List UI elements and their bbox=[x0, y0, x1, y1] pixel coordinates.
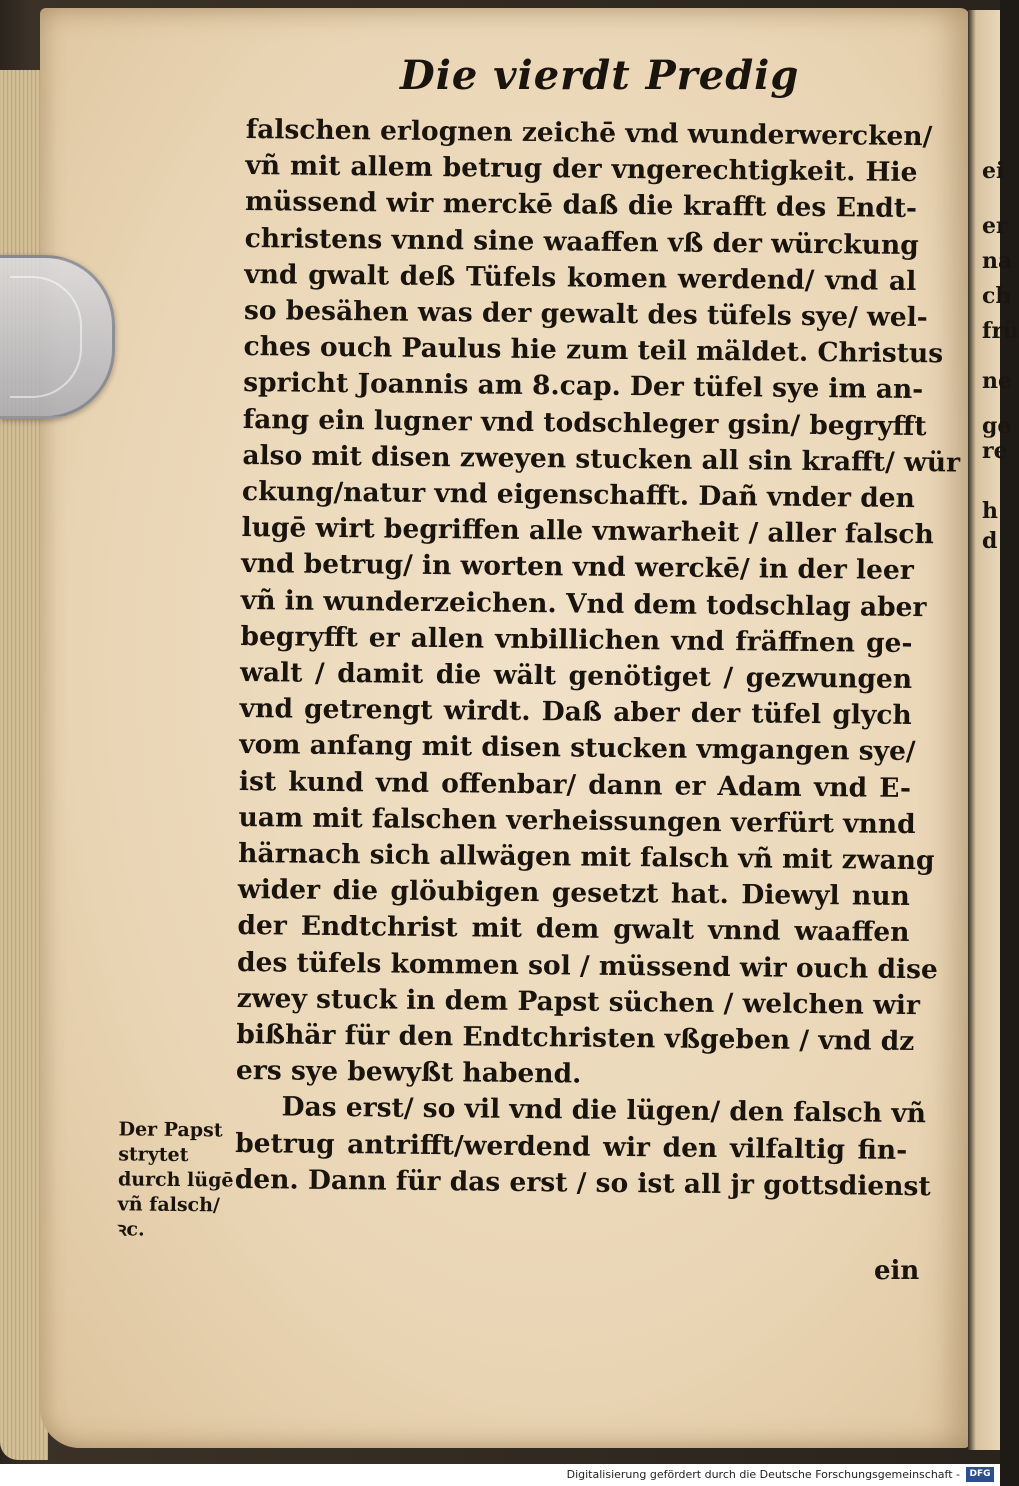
text-line: ches ouch Paulus hie zum teil mäldet. Christus bbox=[243, 331, 944, 370]
marginal-note-line: strytet bbox=[118, 1143, 189, 1167]
marginal-note-line: ꝛc. bbox=[117, 1218, 145, 1241]
text-line: fang ein lugner vnd todschleger gsin/ begryfft bbox=[242, 403, 927, 442]
text-line: wider die glöubigen gesetzt hat. Diewyl nun bbox=[237, 874, 910, 913]
catchword: ein bbox=[874, 1256, 920, 1286]
text-line: betrug antrifft/werdend wir den vilfaltig fin- bbox=[235, 1127, 908, 1166]
marginal-note-line: vñ falsch/ bbox=[117, 1193, 221, 1217]
text-line: härnach sich allwägen mit falsch vñ mit zwang bbox=[238, 838, 935, 877]
text-line: vnd gwalt deß Tüfels komen werdend/ vnd al bbox=[244, 258, 917, 297]
dfg-logo: DFG bbox=[966, 1467, 994, 1482]
body-text bbox=[234, 112, 961, 1205]
text-line: also mit disen zweyen stucken all sin krafft/ wür bbox=[242, 439, 961, 479]
text-line: uam mit falschen verheissungen verfürt vnnd bbox=[238, 801, 916, 840]
text-line: spricht Joannis am 8.cap. Der tüfel sye im an- bbox=[243, 367, 924, 406]
marginal-note bbox=[117, 1117, 248, 1243]
marginal-note-line: durch lügē bbox=[117, 1168, 234, 1192]
running-head: Die vierdt Predig bbox=[400, 52, 800, 99]
text-line: christens vnnd sine waaffen vß der würckung bbox=[244, 222, 919, 261]
text-line: bißhär für den Endtchristen vßgeben / vnd dz bbox=[236, 1019, 915, 1058]
text-line: falschen erlognen zeichē vnd wunderwercken/ bbox=[245, 113, 933, 153]
text-line: zwey stuck in dem Papst süchen / welchen wir bbox=[236, 982, 921, 1021]
right-page-fragment: h bbox=[982, 498, 998, 524]
right-page-fragment: ge bbox=[982, 413, 1012, 439]
text-line: den. Dann für das erst / so ist all jr gottsdienst bbox=[234, 1163, 931, 1203]
footer-credit: Digitalisierung gefördert durch die Deutsche Forschungsgemeinschaft - bbox=[566, 1468, 960, 1481]
text-line: vom anfang mit disen stucken vmgangen sye/ bbox=[239, 729, 916, 768]
text-line: walt / damit die wält genötiget / gezwungen bbox=[239, 657, 913, 696]
text-line: begryfft er allen vnbillichen vnd fräffnen ge- bbox=[240, 620, 913, 659]
right-page-fragment: er bbox=[982, 213, 1008, 239]
text-line: ers sye bewyßt habend. bbox=[235, 1055, 582, 1090]
text-line: so besähen was der gewalt des tüfels sye/ wel- bbox=[243, 295, 928, 334]
right-page-fragment: ei bbox=[982, 158, 1005, 184]
text-line: Das erst/ so vil vnd die lügen/ den falsch vñ bbox=[281, 1091, 927, 1130]
right-page-fragment: na bbox=[982, 248, 1013, 274]
text-line: des tüfels kommen sol / müssend wir ouch dise bbox=[236, 946, 939, 985]
text-line: müssend wir merckē daß die krafft des Endt- bbox=[244, 186, 918, 225]
text-line: lugē wirt begriffen alle vnwarheit / aller falsch bbox=[241, 512, 934, 551]
right-page-fragment: re bbox=[982, 438, 1008, 464]
marginal-note-line: Der Papst bbox=[118, 1118, 223, 1142]
text-line: vnd betrug/ in worten vnd werckē/ in der leer bbox=[241, 548, 914, 587]
right-page-fragment: frü bbox=[982, 318, 1019, 344]
right-page-fragment: d bbox=[982, 528, 998, 554]
text-line: ist kund vnd offenbar/ dann er Adam vnd E- bbox=[238, 765, 912, 804]
right-page-fragment: ne bbox=[982, 368, 1012, 394]
right-page-fragment: ch bbox=[982, 283, 1012, 309]
right-page-edge bbox=[968, 10, 1019, 1450]
text-line: vnd getrengt wirdt. Daß aber der tüfel glych bbox=[239, 693, 912, 732]
page-clip bbox=[0, 255, 115, 419]
text-line: ckung/natur vnd eigenschafft. Dañ vnder den bbox=[241, 476, 916, 515]
footer-bar bbox=[0, 1464, 1000, 1486]
text-line: der Endtchrist mit dem gwalt vnnd waaffen bbox=[237, 910, 910, 949]
text-line: vñ in wunderzeichen. Vnd dem todschlag aber bbox=[240, 584, 927, 623]
text-line: vñ mit allem betrug der vngerechtigkeit. Hie bbox=[245, 150, 918, 189]
